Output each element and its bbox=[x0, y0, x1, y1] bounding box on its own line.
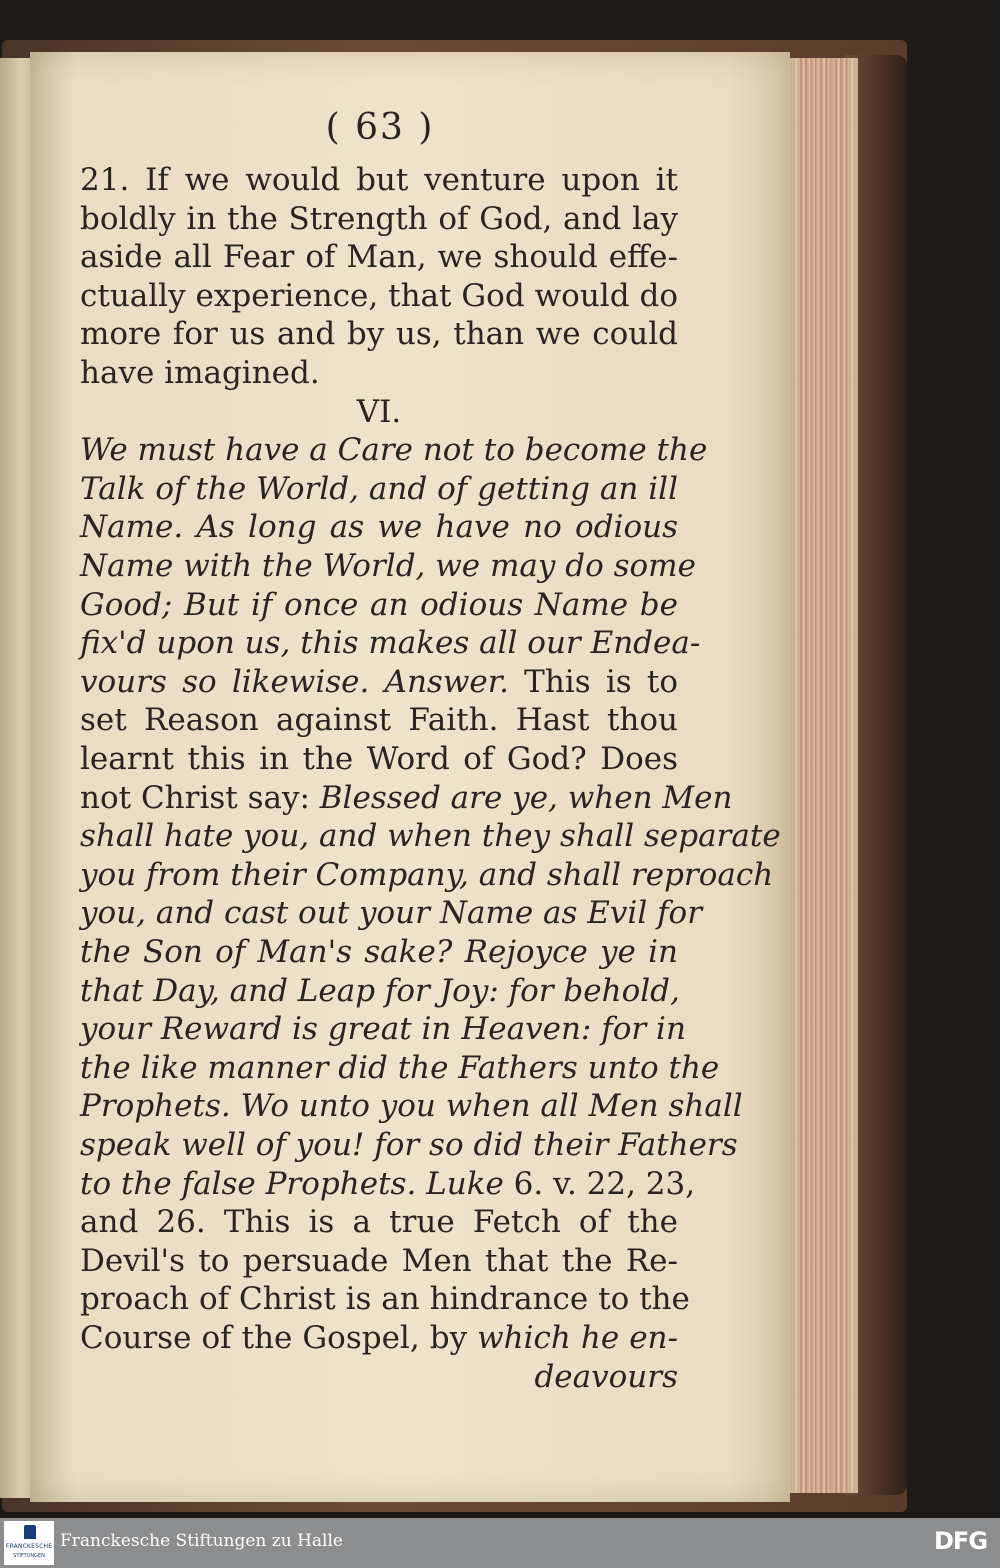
text-line: aside all Fear of Man, we should effe- bbox=[80, 239, 678, 276]
red-edge-tint bbox=[800, 58, 848, 1493]
text-line: speak well of you! for so did their Fathers bbox=[80, 1127, 738, 1163]
text-line: learnt this in the Word of God? Does bbox=[80, 741, 678, 777]
text-line: your Reward is great in Heaven: for in bbox=[80, 1011, 686, 1048]
text-line: boldly in the Strength of God, and lay bbox=[80, 200, 678, 237]
facing-page-edge bbox=[0, 58, 30, 1498]
text-line: Name with the World, we may do some bbox=[80, 548, 696, 584]
dfg-logo: DFG bbox=[934, 1527, 988, 1555]
text-line: the Son of Man's sake? Rejoyce ye in bbox=[80, 934, 678, 970]
text-line: 21. If we would but venture upon it bbox=[80, 162, 678, 198]
text-line: proach of Christ is an hindrance to the bbox=[80, 1281, 690, 1318]
text-line: deavours bbox=[534, 1358, 678, 1395]
text-line: you from their Company, and shall reproach bbox=[80, 856, 774, 893]
text-line: fix'd upon us, this makes all our Endea- bbox=[80, 625, 701, 662]
text-line: shall hate you, and when they shall separate bbox=[80, 818, 781, 855]
text-line: Talk of the World, and of getting an ill bbox=[80, 470, 678, 507]
text-line: set Reason against Faith. Hast thou bbox=[80, 702, 678, 739]
text-line: Name. As long as we have no odious bbox=[80, 509, 678, 546]
logo-line-2: STIFTUNGEN bbox=[13, 1553, 45, 1559]
text-line: have imagined. bbox=[80, 355, 320, 391]
text-line: VI. bbox=[356, 393, 402, 430]
text-line: Course of the Gospel, by which he en- bbox=[80, 1320, 678, 1356]
text-line: you, and cast out your Name as Evil for bbox=[80, 895, 703, 932]
text-line: Devil's to persuade Men that the Re- bbox=[80, 1242, 678, 1279]
franckesche-logo bbox=[4, 1521, 54, 1565]
text-line: Good; But if once an odious Name be bbox=[80, 586, 678, 623]
text-line: We must have a Care not to become the bbox=[80, 432, 708, 469]
text-line: that Day, and Leap for Joy: for behold, bbox=[80, 972, 680, 1009]
text-line: ctually experience, that God would do bbox=[80, 277, 678, 314]
text-line: not Christ say: Blessed are ye, when Men bbox=[80, 779, 733, 816]
text-line: the like manner did the Fathers unto the bbox=[80, 1049, 720, 1086]
logo-line-1: FRANCKESCHE bbox=[5, 1543, 53, 1550]
text-line: Prophets. Wo unto you when all Men shall bbox=[80, 1088, 743, 1125]
text-line: vours so likewise. Answer. This is to bbox=[80, 663, 678, 700]
text-line: to the false Prophets. Luke 6. v. 22, 23, bbox=[80, 1165, 696, 1202]
page-number: ( 63 ) bbox=[325, 107, 435, 148]
institution-name: Franckesche Stiftungen zu Halle bbox=[60, 1531, 343, 1551]
logo-icon bbox=[24, 1525, 36, 1539]
text-line: and 26. This is a true Fetch of the bbox=[80, 1204, 678, 1241]
text-line: more for us and by us, than we could bbox=[80, 316, 678, 353]
